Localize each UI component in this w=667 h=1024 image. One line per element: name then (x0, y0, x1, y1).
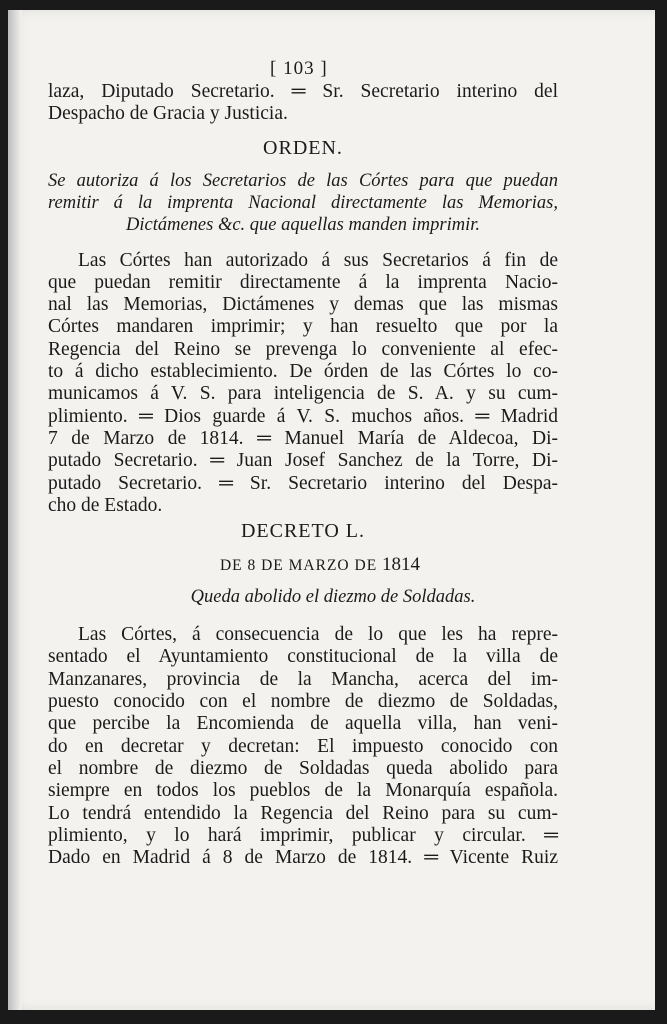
intro-line: Despacho de Gracia y Justicia. (48, 103, 288, 125)
orden-body-line: Las Córtes han autorizado á sus Secretarios á fin de (78, 249, 558, 271)
decreto-heading: DECRETO L. (240, 520, 366, 543)
decreto-body-line: sentado el Ayuntamiento constitucional de la villa de (48, 646, 558, 668)
page-gutter-shadow (8, 10, 22, 1010)
decreto-body-line: el nombre de diezmo de Soldadas queda abolido para (48, 757, 558, 779)
decreto-body-line: puesto conocido con el nombre de diezmo de Soldadas, (48, 691, 558, 713)
orden-body (48, 250, 558, 518)
decreto-date-prefix: DE 8 DE MARZO DE (219, 557, 378, 575)
decreto-body (48, 624, 558, 869)
orden-body-line: Córtes mandaren imprimir; y han resuelto que por la (48, 316, 558, 338)
decreto-body-line: Manzanares, provincia de la Mancha, acerca del im- (48, 668, 558, 690)
intro-line: laza, Diputado Secretario. ═ Sr. Secretario interino del (48, 81, 558, 102)
decreto-summary: Queda abolido el diezmo de Soldadas. (190, 587, 476, 608)
decreto-body-line: siempre en todos los pueblos de la Monarquía española. (48, 780, 558, 802)
decreto-body-line: do en decretar y decretan: El impuesto conocido con (48, 735, 558, 757)
orden-body-line: que puedan remitir directamente á la imprenta Nacio- (48, 271, 558, 293)
decreto-body-line: plimiento, y lo hará imprimir, publicar y circular. ═ (48, 824, 558, 846)
decreto-body-line: Dado en Madrid á 8 de Marzo de 1814. ═ Vicente Ruiz (48, 847, 558, 869)
orden-body-line: municamos á V. S. para inteligencia de S. A. y su cum- (48, 383, 558, 405)
decreto-date (82, 553, 558, 578)
orden-body-line: to á dicho establecimiento. De órden de las Córtes lo co- (48, 361, 558, 383)
decreto-body-line: Las Córtes, á consecuencia de lo que les ha repre- (78, 624, 558, 646)
orden-body-line: 7 de Marzo de 1814. ═ Manuel María de Aldecoa, Di- (48, 427, 558, 449)
orden-body-line: Regencia del Reino se prevenga lo conveniente al efec- (48, 338, 558, 360)
page-content (48, 81, 558, 869)
decreto-date-year: 1814 (382, 554, 421, 576)
intro-block (48, 81, 558, 126)
decreto-body-line: que percibe la Encomienda de aquella villa, han veni- (48, 713, 558, 735)
orden-summary-line: remitir á la imprenta Nacional directamente las Memorias, (48, 192, 558, 213)
orden-body-line: cho de Estado. (48, 494, 163, 516)
orden-summary (48, 170, 558, 236)
decreto-body-line: Lo tendrá entendido la Regencia del Reino para su cum- (48, 802, 558, 824)
orden-body-line: putado Secretario. ═ Juan Josef Sanchez de la Torre, Di- (48, 450, 558, 472)
orden-body-line: putado Secretario. ═ Sr. Secretario interino del Despa- (48, 472, 558, 494)
orden-heading: ORDEN. (263, 136, 343, 159)
orden-body-line: plimiento. ═ Dios guarde á V. S. muchos años. ═ Madrid (48, 405, 558, 427)
page-number: [ 103 ] (270, 58, 328, 79)
book-page (8, 10, 655, 1010)
orden-summary-line: Se autoriza á los Secretarios de las Córtes para que puedan (48, 170, 558, 191)
orden-summary-line: Dictámenes &c. que aquellas manden imprimir. (125, 214, 481, 235)
orden-body-line: nal las Memorias, Dictámenes y demas que las mismas (48, 294, 558, 316)
